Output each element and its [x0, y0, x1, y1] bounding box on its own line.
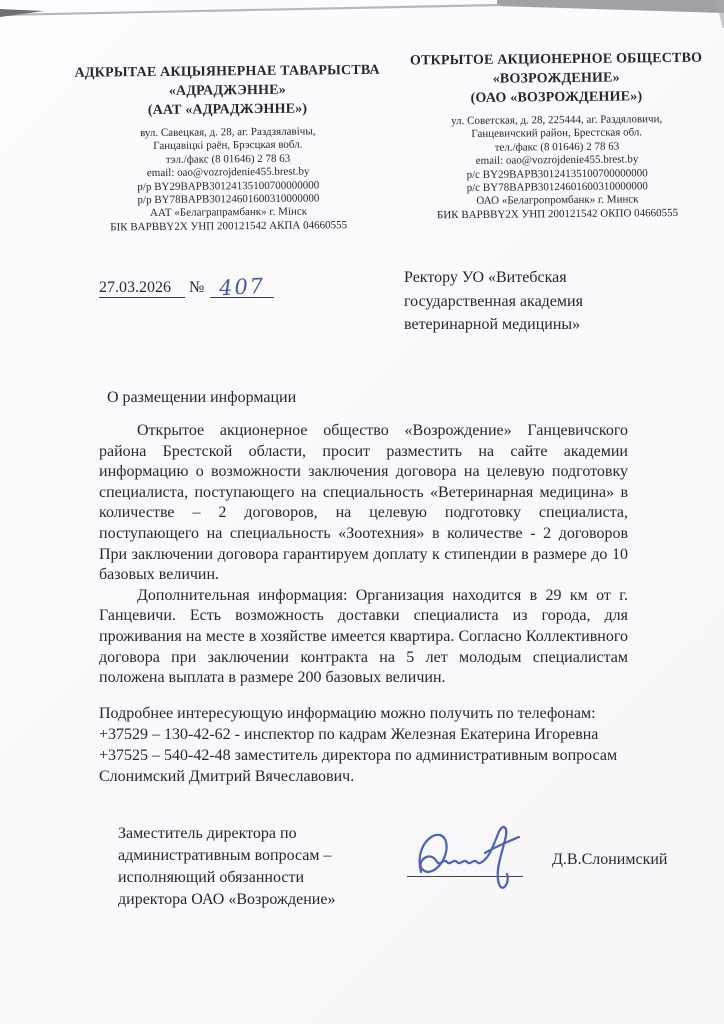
company-title-be-line: АДКРЫТАЕ АКЦЫЯНЕРНАЕ ТАВАРЫСТВА	[74, 62, 380, 81]
company-title-ru	[396, 49, 717, 109]
address-line: БІК BAPBBY2X УНП 200121542 АКПА 04660555	[110, 218, 348, 234]
company-title-ru-line: ОТКРЫТОЕ АКЦИОНЕРНОЕ ОБЩЕСТВО	[409, 50, 703, 69]
subject-line: О размещении информации	[107, 389, 297, 406]
signer-position-block	[118, 823, 378, 911]
number-sign: №	[189, 279, 205, 296]
address-line: вул. Савецкая, д. 28, аг. Раздзялавічы,	[140, 125, 316, 140]
letter-body	[99, 421, 628, 689]
signer-position-line: директора ОАО «Возрождение»	[118, 891, 336, 908]
recipient-line: Ректору УО «Витебская	[404, 269, 567, 286]
letterhead	[0, 49, 724, 236]
company-address-ru	[397, 113, 718, 223]
signer-name: Д.В.Слонимский	[552, 851, 668, 868]
signature-area	[405, 816, 535, 908]
contact-phone-2: +37525 – 540-42-48 заместитель директора по административным вопросам Слонимский Дмитрий Вячеславович.	[99, 747, 618, 785]
address-line: ААТ «Белаграпрамбанк» г. Мінск	[149, 205, 308, 220]
handwritten-letter-number: 407	[218, 273, 267, 301]
handwritten-signature	[405, 816, 535, 908]
address-line: тэл./факс (8 01646) 2 78 63	[165, 152, 291, 166]
reference-line	[99, 273, 274, 301]
contact-phone-1: +37529 – 130-42-62 - инспектор по кадрам Железная Екатерина Игоревна	[99, 726, 599, 743]
recipient-block	[404, 266, 664, 337]
scan-edge-artifacts	[0, 0, 724, 28]
address-line: email: oao@vozrojdenie455.brest.by	[146, 165, 310, 180]
address-line: ОАО «Белагропромбанк» г. Минск	[476, 193, 639, 208]
company-title-be	[62, 61, 393, 121]
letterhead-belarusian	[62, 52, 394, 235]
company-title-be-line: «АДРАДЖЭННЕ»	[168, 82, 286, 99]
company-title-be-line: (ААТ «АДРАДЖЭННЕ»)	[147, 101, 308, 119]
contacts-block	[99, 703, 639, 787]
letter-number-field	[210, 273, 274, 301]
body-paragraph-2: Дополнительная информация: Организация находится в 29 км от г. Ганцевичи. Есть возможность доставки специалиста из города, для проживания на месте в хозяйстве имеется квартира. Согласно Коллективного договора при заключении контракта на 5 лет молодым специалистам положена выплата в размере 200 базовых величин.	[99, 586, 628, 687]
address-line: email: oao@vozrojdenie455.brest.by	[475, 153, 639, 168]
address-line: р/р BY78BAPB30124601600310000000	[137, 192, 320, 207]
recipient-line: ветеринарной медицины»	[404, 316, 581, 333]
address-line: ул. Советская, д. 28, 225444, аг. Раздяловичи,	[451, 113, 663, 128]
address-line: р/с BY78BAPB30124601600310000000	[466, 180, 648, 195]
letterhead-russian	[396, 49, 718, 232]
address-line: Ганцевичский район, Брестская обл.	[471, 126, 643, 141]
address-line: БИК BAPBBY2X УНП 200121542 ОКПО 04660555	[436, 206, 679, 222]
company-address-be	[63, 125, 394, 235]
signer-position-line: Заместитель директора по	[118, 825, 297, 842]
letter-date: 27.03.2026	[99, 279, 185, 298]
address-line: Ганцавіцкі раён, Брэсцкая вобл.	[153, 138, 303, 153]
address-line: р/с BY29BAPB30124135100700000000	[466, 166, 648, 181]
company-title-ru-line: (ОАО «ВОЗРОЖДЕНИЕ»)	[470, 89, 643, 106]
recipient-line: государственная академия	[404, 292, 583, 310]
address-line: тел./факс (8 01646) 2 78 63	[494, 140, 620, 154]
contacts-intro: Подробнее интересующую информацию можно получить по телефонам:	[99, 705, 596, 722]
address-line: р/р BY29BAPB30124135100700000000	[137, 179, 320, 193]
signer-position-line: административным вопросам –	[118, 847, 332, 864]
company-title-ru-line: «ВОЗРОЖДЕНИЕ»	[492, 70, 620, 87]
body-paragraph-1: Открытое акционерное общество «Возрождение» Ганцевичского района Брестской области, просит разместить на сайте академии информацию о возможности заключения договора на целевую подготовку специалиста, поступающего на специальность «Ветеринарная медицина» в количестве – 2 договоров, на целевую подготовку специалиста, поступающего на специальность «Зоотехния» в количестве - 2 договоров При заключении договора гарантируем доплату к стипендии в размере до 10 базовых величин.	[99, 422, 628, 584]
signer-position-line: исполняющий обязанности	[118, 869, 305, 886]
